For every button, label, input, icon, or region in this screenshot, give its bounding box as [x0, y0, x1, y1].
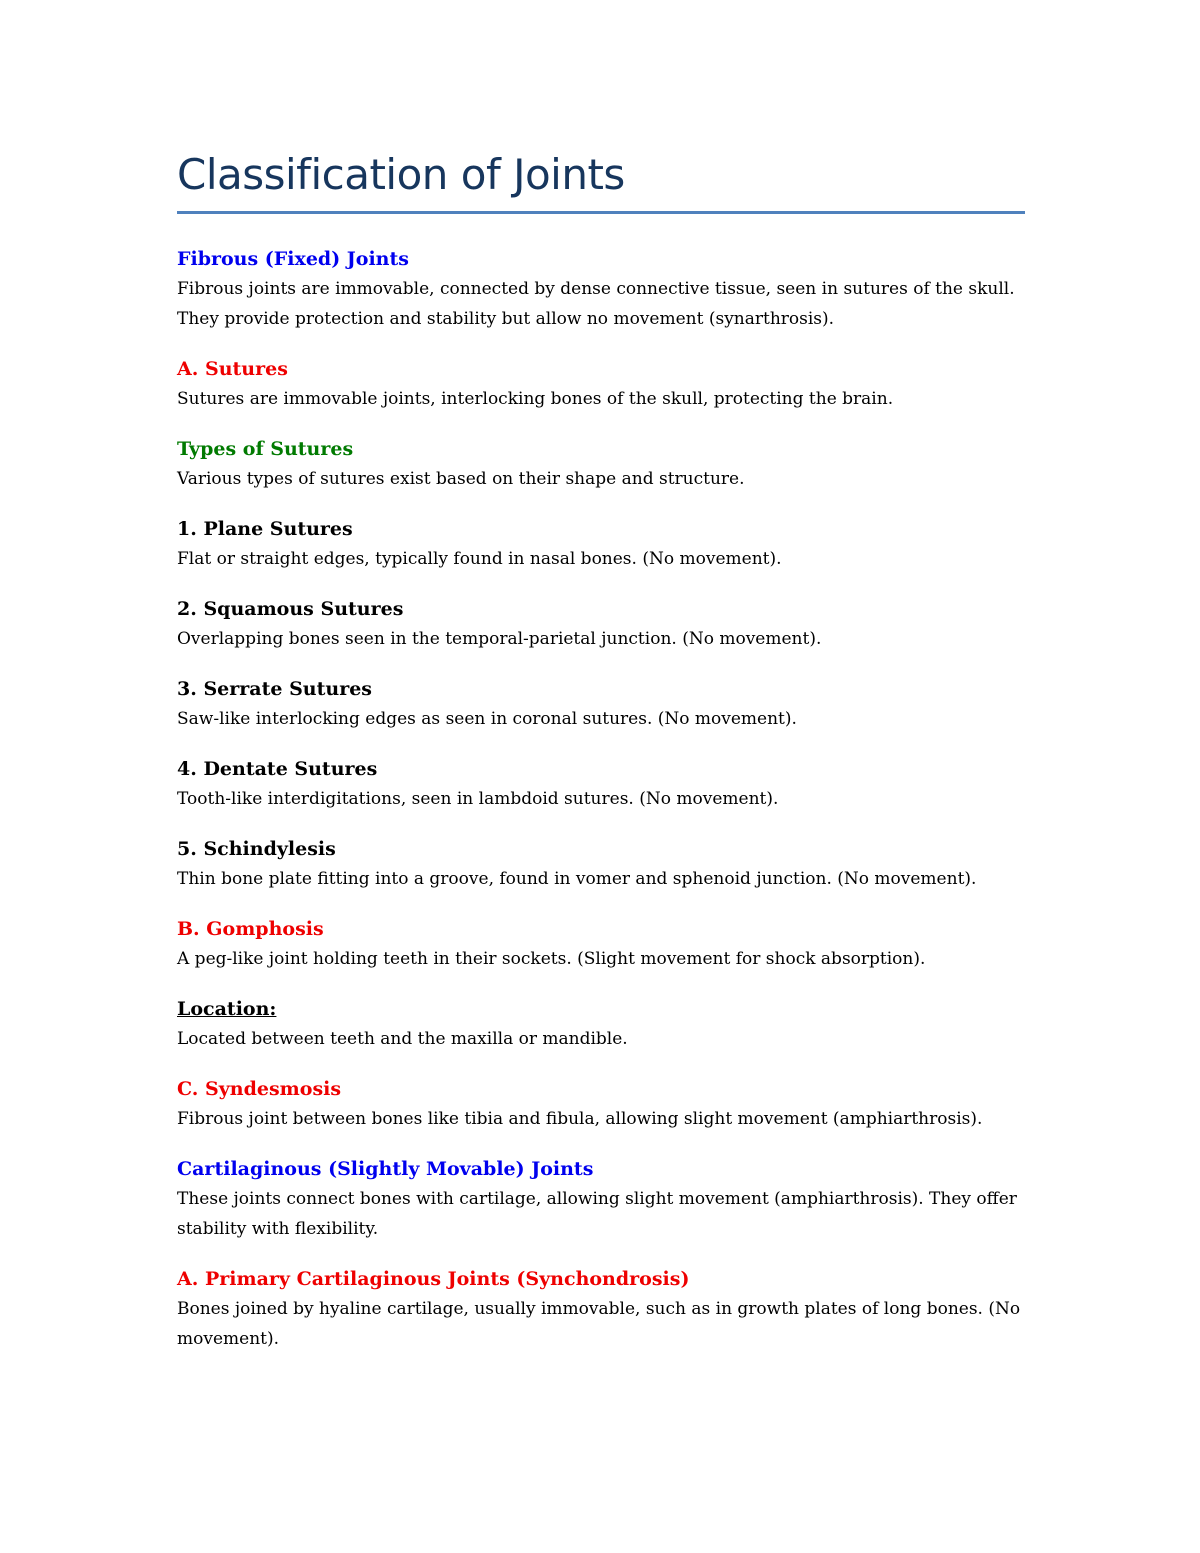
section-serrate-sutures	[177, 674, 1025, 734]
section-types-of-sutures	[177, 434, 1025, 494]
section-gomphosis	[177, 914, 1025, 974]
section-heading: 3. Serrate Sutures	[177, 678, 372, 700]
section-text: Located between teeth and the maxilla or mandible.	[177, 1029, 628, 1049]
section-text: Saw-like interlocking edges as seen in coronal sutures. (No movement).	[177, 709, 797, 729]
section-text: Thin bone plate fitting into a groove, found in vomer and sphenoid junction. (No movement).	[177, 869, 977, 889]
section-location	[177, 994, 1025, 1054]
title-underline-rule	[177, 211, 1025, 214]
section-heading: C. Syndesmosis	[177, 1078, 342, 1100]
section-text: Sutures are immovable joints, interlocking bones of the skull, protecting the brain.	[177, 389, 894, 409]
section-text: A peg-like joint holding teeth in their sockets. (Slight movement for shock absorption).	[177, 949, 926, 969]
section-heading: 1. Plane Sutures	[177, 518, 353, 540]
section-heading: A. Primary Cartilaginous Joints (Synchondrosis)	[177, 1268, 690, 1290]
section-primary-cartilaginous	[177, 1264, 1025, 1354]
section-dentate-sutures	[177, 754, 1025, 814]
section-heading: 5. Schindylesis	[177, 838, 336, 860]
section-text: Tooth-like interdigitations, seen in lambdoid sutures. (No movement).	[177, 789, 779, 809]
section-plane-sutures	[177, 514, 1025, 574]
section-heading: Location:	[177, 998, 277, 1020]
section-cartilaginous-joints	[177, 1154, 1025, 1244]
section-text: Flat or straight edges, typically found in nasal bones. (No movement).	[177, 549, 782, 569]
document-page	[177, 143, 1025, 1374]
page-title: Classification of Joints	[177, 150, 625, 199]
section-heading: Fibrous (Fixed) Joints	[177, 248, 409, 270]
section-heading: Cartilaginous (Slightly Movable) Joints	[177, 1158, 594, 1180]
section-syndesmosis	[177, 1074, 1025, 1134]
section-text: Bones joined by hyaline cartilage, usually immovable, such as in growth plates of long bones. (No movement).	[177, 1299, 1021, 1349]
section-text: Various types of sutures exist based on their shape and structure.	[177, 469, 745, 489]
section-schindylesis	[177, 834, 1025, 894]
section-heading: B. Gomphosis	[177, 918, 324, 940]
section-heading: Types of Sutures	[177, 438, 354, 460]
section-fibrous-joints	[177, 244, 1025, 334]
section-sutures	[177, 354, 1025, 414]
section-squamous-sutures	[177, 594, 1025, 654]
section-text: Fibrous joint between bones like tibia and fibula, allowing slight movement (amphiarthrosis).	[177, 1109, 983, 1129]
section-heading: 2. Squamous Sutures	[177, 598, 404, 620]
section-text: These joints connect bones with cartilage, allowing slight movement (amphiarthrosis). They offer stability with flexibility.	[177, 1189, 1017, 1239]
section-heading: 4. Dentate Sutures	[177, 758, 378, 780]
section-heading: A. Sutures	[177, 358, 288, 380]
section-text: Overlapping bones seen in the temporal-parietal junction. (No movement).	[177, 629, 822, 649]
section-text: Fibrous joints are immovable, connected by dense connective tissue, seen in sutures of the skull. They provide protection and stability but allow no movement (synarthrosis).	[177, 279, 1015, 329]
